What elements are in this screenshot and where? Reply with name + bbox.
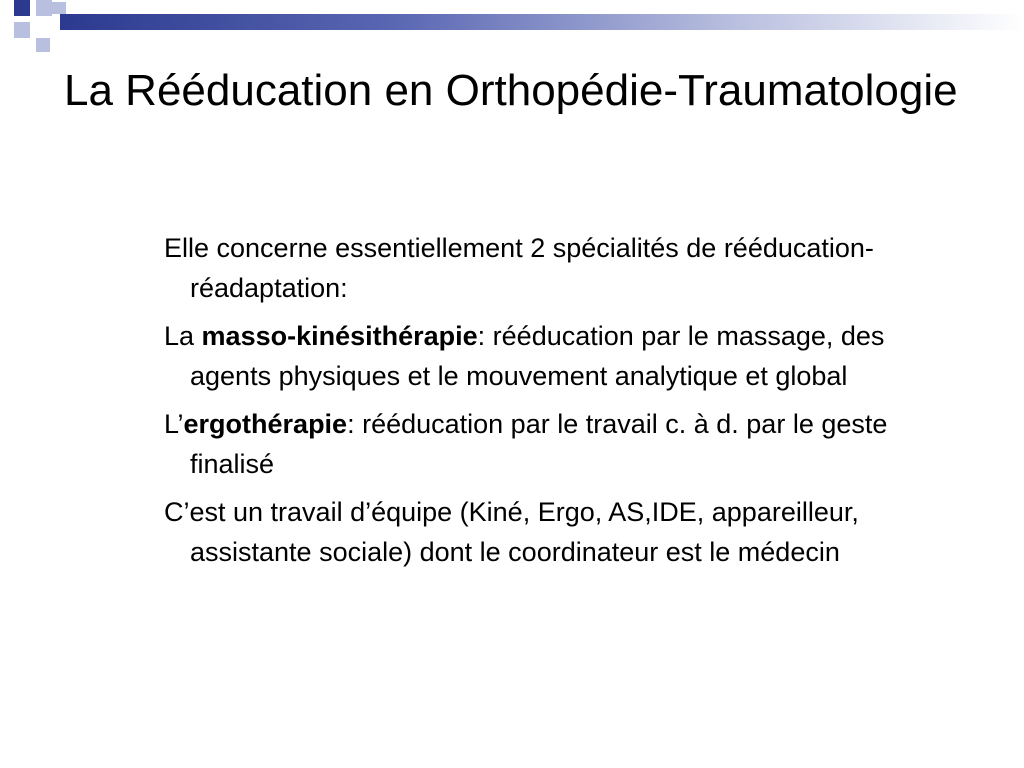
bullet-list [164,228,964,580]
bullet-item [164,492,964,572]
decorative-square [14,0,30,16]
bullet-bold-term: masso-kinésithérapie [201,321,478,351]
decorative-square [36,0,52,16]
bullet-item [164,316,964,396]
slide-title: La Rééducation en Orthopédie-Traumatologie [64,66,958,115]
bullet-bold-term: ergothérapie [183,409,348,439]
decorative-square [36,16,52,32]
decorative-square [14,22,30,38]
bullet-item [164,228,964,308]
bullet-prefix: La [164,321,202,351]
decorative-square [52,2,66,14]
bullet-text: Elle concerne essentiellement 2 spécialités de rééducation-réadaptation: [164,233,874,303]
decorative-square [36,38,50,52]
bullet-suffix: : rééducation par le travail c. à d. par le geste finalisé [190,409,888,479]
gradient-bar [60,14,1024,30]
bullet-suffix: : rééducation par le massage, des agents physiques et le mouvement analytique et global [190,321,885,391]
header-decoration [0,0,1024,70]
bullet-prefix: L’ [164,409,184,439]
bullet-item [164,404,964,484]
bullet-text: C’est un travail d’équipe (Kiné, Ergo, AS,IDE, appareilleur, assistante sociale) dont le coordinateur est le médecin [164,497,859,567]
